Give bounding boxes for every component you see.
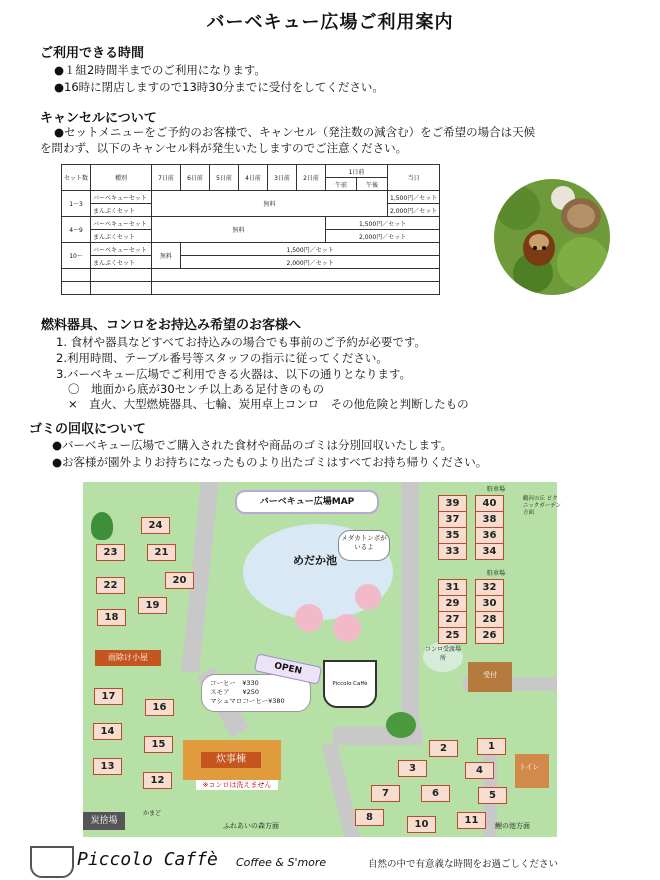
site-7[interactable]: 7 [371, 785, 400, 802]
site-26[interactable]: 26 [475, 627, 504, 644]
fee-cell: 1,500円／セット [326, 217, 440, 230]
tree-icon [386, 712, 416, 738]
site-19[interactable]: 19 [138, 597, 167, 614]
hours-line-2: ●16時に閉店しますので13時30分までに受付をしてください。 [54, 80, 384, 94]
cancel-line-1: ●セットメニューをご予約のお客様で、キャンセル（発注数の減含む）をご希望の場合は天候 [54, 125, 536, 139]
cherry-blossom-icon [295, 604, 323, 632]
fee-cell: 1,500円／セット [181, 243, 440, 256]
site-28[interactable]: 28 [475, 611, 504, 628]
stove-handoff-area: コンロ受渡場所 [423, 642, 463, 672]
table-row [62, 191, 440, 204]
toilet-label: トイレ [519, 763, 540, 771]
ash-disposal-label: 炭捨場 [83, 812, 125, 830]
fuel-ok: 〇 地面から底が30センチ以上ある足付きのもの [68, 382, 325, 396]
site-31[interactable]: 31 [438, 579, 467, 596]
kind-cell: まんぷくセット [91, 230, 152, 243]
footer-sub: Coffee & S'more [236, 856, 327, 869]
fee-cell: 1,500円／セット [388, 191, 440, 204]
site-39[interactable]: 39 [438, 495, 467, 512]
table-row [62, 243, 440, 256]
sets-cell: 10～ [62, 243, 91, 269]
site-5[interactable]: 5 [478, 787, 507, 804]
th-am: 午前 [326, 178, 357, 191]
site-16[interactable]: 16 [145, 699, 174, 716]
free-cell: 無料 [152, 217, 326, 243]
fuel-item-1: 1. 食材や器具などすべてお持込みの場合でも事前のご予約が必要です。 [56, 335, 426, 349]
rain-hut-label: 雨除け小屋 [95, 650, 161, 666]
th-day-3: 3日前 [268, 165, 297, 191]
fuel-item-3: 3.バーベキュー広場でご利用できる火器は、以下の通りとなります。 [56, 367, 412, 381]
th-day-2: 2日前 [297, 165, 326, 191]
dragonfly-bubble: メダカトンボがいるよ [338, 530, 390, 561]
site-35[interactable]: 35 [438, 527, 467, 544]
coffee-cup-logo-icon [30, 846, 74, 878]
fee-cell: 2,000円／セット [181, 256, 440, 269]
parking-label-2: 駐車場 [486, 570, 505, 577]
garden-direction: 鶴河の丘 ピクニックガーデン方面 [523, 496, 562, 516]
bbq-area-map [83, 482, 562, 837]
road [401, 482, 419, 732]
site-33[interactable]: 33 [438, 543, 467, 560]
site-3[interactable]: 3 [398, 760, 427, 777]
tree-icon [91, 512, 113, 540]
site-15[interactable]: 15 [144, 736, 173, 753]
cancel-line-2: を問わず、以下のキャンセル料が発生いたしますのでご注意ください。 [40, 141, 408, 155]
site-24[interactable]: 24 [141, 517, 170, 534]
hours-heading: ご利用できる時間 [40, 46, 145, 61]
kind-cell: まんぷくセット [91, 204, 152, 217]
forest-direction: ふれあいの森方面 [223, 822, 279, 830]
site-13[interactable]: 13 [93, 758, 122, 775]
site-37[interactable]: 37 [438, 511, 467, 528]
parking-label-1: 駐車場 [486, 486, 505, 493]
site-2[interactable]: 2 [429, 740, 458, 757]
th-day-7: 7日前 [152, 165, 181, 191]
kind-cell: バーベキューセット [91, 243, 152, 256]
site-27[interactable]: 27 [438, 611, 467, 628]
cancel-fee-table [61, 164, 440, 295]
site-36[interactable]: 36 [475, 527, 504, 544]
kind-cell: まんぷくセット [91, 256, 152, 269]
site-14[interactable]: 14 [93, 723, 122, 740]
coffee-cup-icon [323, 660, 377, 708]
pond-label: めだか池 [293, 554, 337, 567]
sets-cell: 4～9 [62, 217, 91, 243]
site-29[interactable]: 29 [438, 595, 467, 612]
site-21[interactable]: 21 [147, 544, 176, 561]
free-cell: 無料 [152, 191, 388, 217]
site-12[interactable]: 12 [143, 772, 172, 789]
site-4[interactable]: 4 [465, 762, 494, 779]
site-6[interactable]: 6 [421, 785, 450, 802]
site-23[interactable]: 23 [96, 544, 125, 561]
th-today: 当日 [388, 165, 440, 191]
hours-line-1: ●１組2時間半までのご利用になります。 [54, 63, 266, 77]
menu-item: スモア ¥250 [210, 688, 260, 696]
footer-brand: Piccolo Caffè [77, 849, 218, 870]
table-row [62, 256, 440, 269]
moss-photo [493, 178, 611, 300]
sets-cell: 1～3 [62, 191, 91, 217]
site-34[interactable]: 34 [475, 543, 504, 560]
site-38[interactable]: 38 [475, 511, 504, 528]
th-pm: 午後 [357, 178, 388, 191]
trash-heading: ゴミの回収について [29, 422, 146, 437]
kitchen-label: 炊事棟 [201, 752, 261, 768]
cherry-blossom-icon [333, 614, 361, 642]
kamado-label: かまど [143, 810, 162, 817]
cafe-label: Piccolo Caffè [332, 681, 368, 687]
site-10[interactable]: 10 [407, 816, 436, 833]
cherry-blossom-icon [355, 584, 381, 610]
site-22[interactable]: 22 [96, 577, 125, 594]
site-8[interactable]: 8 [355, 809, 384, 826]
koi-pond-direction: 鯉の池方面 [495, 822, 530, 830]
site-18[interactable]: 18 [97, 609, 126, 626]
kitchen-note: ※コンロは洗えません [196, 780, 278, 790]
site-32[interactable]: 32 [475, 579, 504, 596]
fuel-ng: × 直火、大型燃焼器具、七輪、炭用卓上コンロ その他危険と判断したもの [68, 397, 469, 411]
th-kind: 種別 [91, 165, 152, 191]
fee-cell: 2,000円／セット [388, 204, 440, 217]
kind-cell: バーベキューセット [91, 191, 152, 204]
reception-label: 受付 [483, 671, 497, 679]
site-17[interactable]: 17 [94, 688, 123, 705]
site-11[interactable]: 11 [457, 812, 486, 829]
fee-cell: 2,000円／セット [326, 230, 440, 243]
trash-line-1: ●バーベキュー広場でご購入された食材や商品のゴミは分別回収いたします。 [52, 438, 453, 452]
kind-cell: バーベキューセット [91, 217, 152, 230]
map-title: バーベキュー広場MAP [235, 490, 379, 514]
trash-line-2: ●お客様が園外よりお持ちになったものより出たゴミはすべてお持ち帰りください。 [52, 455, 488, 469]
open-sign: OPEN [254, 653, 322, 684]
th-day-6: 6日前 [181, 165, 210, 191]
free-cell: 無料 [152, 243, 181, 269]
cancel-heading: キャンセルについて [40, 111, 157, 126]
site-40[interactable]: 40 [475, 495, 504, 512]
site-20[interactable]: 20 [165, 572, 194, 589]
fuel-heading: 燃料器具、コンロをお持込み希望のお客様へ [41, 318, 302, 333]
menu-item: マシュマロコーヒー¥380 [210, 697, 285, 705]
footer-tagline: 自然の中で有意義な時間をお過ごしください [368, 859, 559, 870]
th-day-1: 1日前 [326, 165, 388, 178]
site-25[interactable]: 25 [438, 627, 467, 644]
th-day-5: 5日前 [210, 165, 239, 191]
th-sets: セット数 [62, 165, 91, 191]
table-row [62, 217, 440, 230]
site-1[interactable]: 1 [477, 738, 506, 755]
fuel-item-2: 2.利用時間、テーブル番号等スタッフの指示に従ってください。 [56, 351, 388, 365]
page-title: バーベキュー広場ご利用案内 [206, 12, 454, 33]
site-30[interactable]: 30 [475, 595, 504, 612]
th-day-4: 4日前 [239, 165, 268, 191]
menu-item: コーヒー ¥330 [210, 679, 259, 687]
